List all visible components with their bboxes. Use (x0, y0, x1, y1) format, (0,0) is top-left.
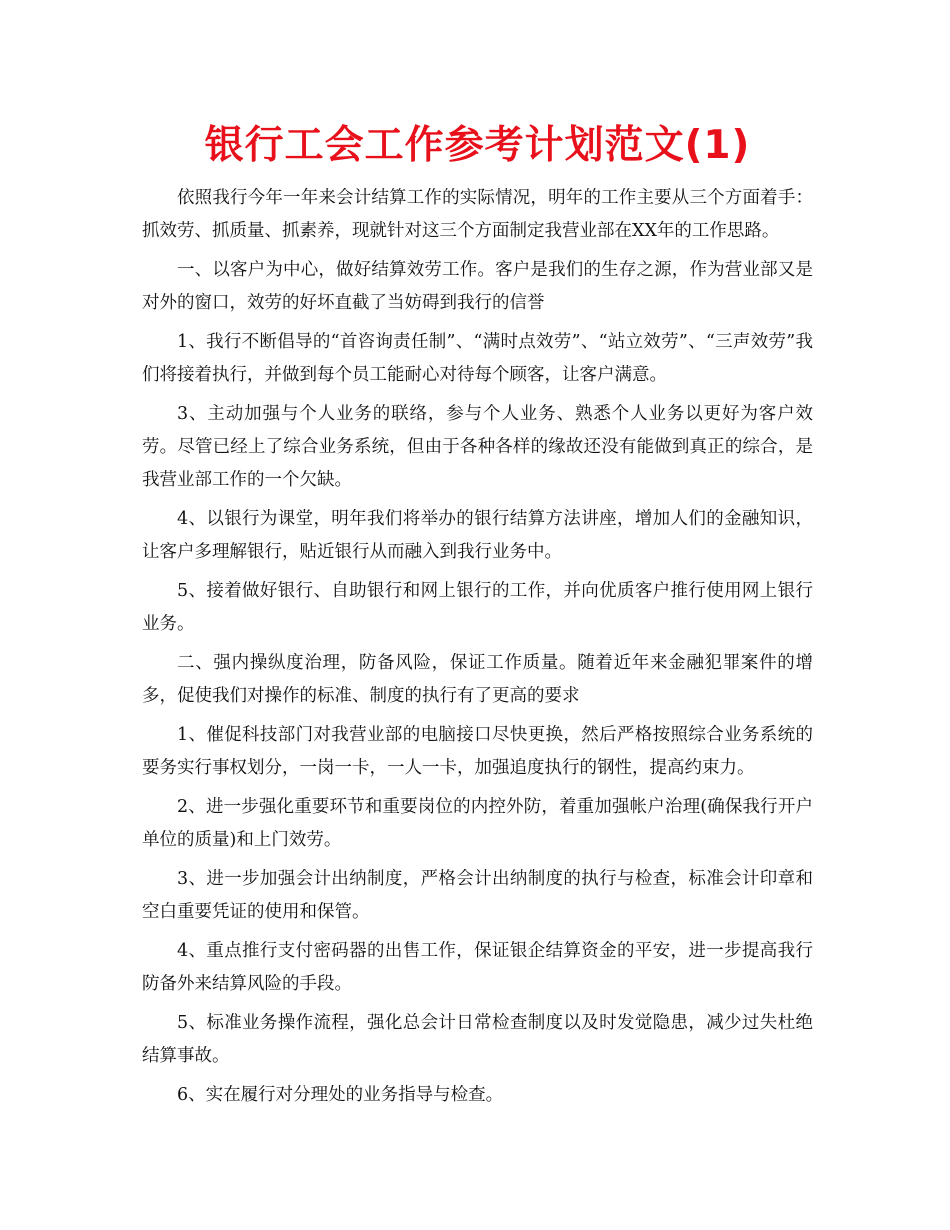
paragraph: 4、重点推行支付密码器的出售工作，保证银企结算资金的平安，进一步提高我行防备外来结算风险的手段。 (142, 941, 813, 994)
document-title: 银行工会工作参考计划范文(1) (204, 123, 751, 168)
paragraph: 3、主动加强与个人业务的联络，参与个人业务、熟悉个人业务以更好为客户效劳。尽管已经上了综合业务系统，但由于各种各样的缘故还没有能做到真正的综合，是我营业部工作的一个欠缺。 (142, 404, 813, 490)
paragraph: 一、以客户为中心，做好结算效劳工作。客户是我们的生存之源，作为营业部又是对外的窗口，效劳的好坏直截了当妨碍到我行的信誉 (142, 260, 813, 313)
paragraph: 5、标准业务操作流程，强化总会计日常检查制度以及时发觉隐患，减少过失杜绝结算事故。 (142, 1013, 813, 1066)
document-body (142, 182, 813, 1112)
paragraph: 二、强内操纵度治理，防备风险，保证工作质量。随着近年来金融犯罪案件的增多，促使我们对操作的标准、制度的执行有了更高的要求 (142, 653, 813, 706)
paragraph: 3、进一步加强会计出纳制度，严格会计出纳制度的执行与检查，标准会计印章和空白重要凭证的使用和保管。 (142, 869, 813, 922)
paragraph: 6、实在履行对分理处的业务指导与检查。 (177, 1085, 504, 1105)
paragraph: 5、接着做好银行、自助银行和网上银行的工作，并向优质客户推行使用网上银行业务。 (142, 581, 813, 634)
paragraph: 4、以银行为课堂，明年我们将举办的银行结算方法讲座，增加人们的金融知识，让客户多理解银行，贴近银行从而融入到我行业务中。 (142, 509, 813, 562)
paragraph: 1、催促科技部门对我营业部的电脑接口尽快更换，然后严格按照综合业务系统的要务实行事权划分，一岗一卡，一人一卡，加强追度执行的钢性，提高约束力。 (142, 725, 813, 778)
paragraph: 2、进一步强化重要环节和重要岗位的内控外防，着重加强帐户治理(确保我行开户单位的质量)和上门效劳。 (142, 797, 813, 850)
paragraph: 1、我行不断倡导的“首咨询责任制”、“满时点效劳”、“站立效劳”、“三声效劳”我们将接着执行，并做到每个员工能耐心对待每个顾客，让客户满意。 (142, 332, 813, 385)
paragraph: 依照我行今年一年来会计结算工作的实际情况，明年的工作主要从三个方面着手：抓效劳、抓质量、抓素养，现就针对这三个方面制定我营业部在XX年的工作思路。 (142, 188, 813, 241)
